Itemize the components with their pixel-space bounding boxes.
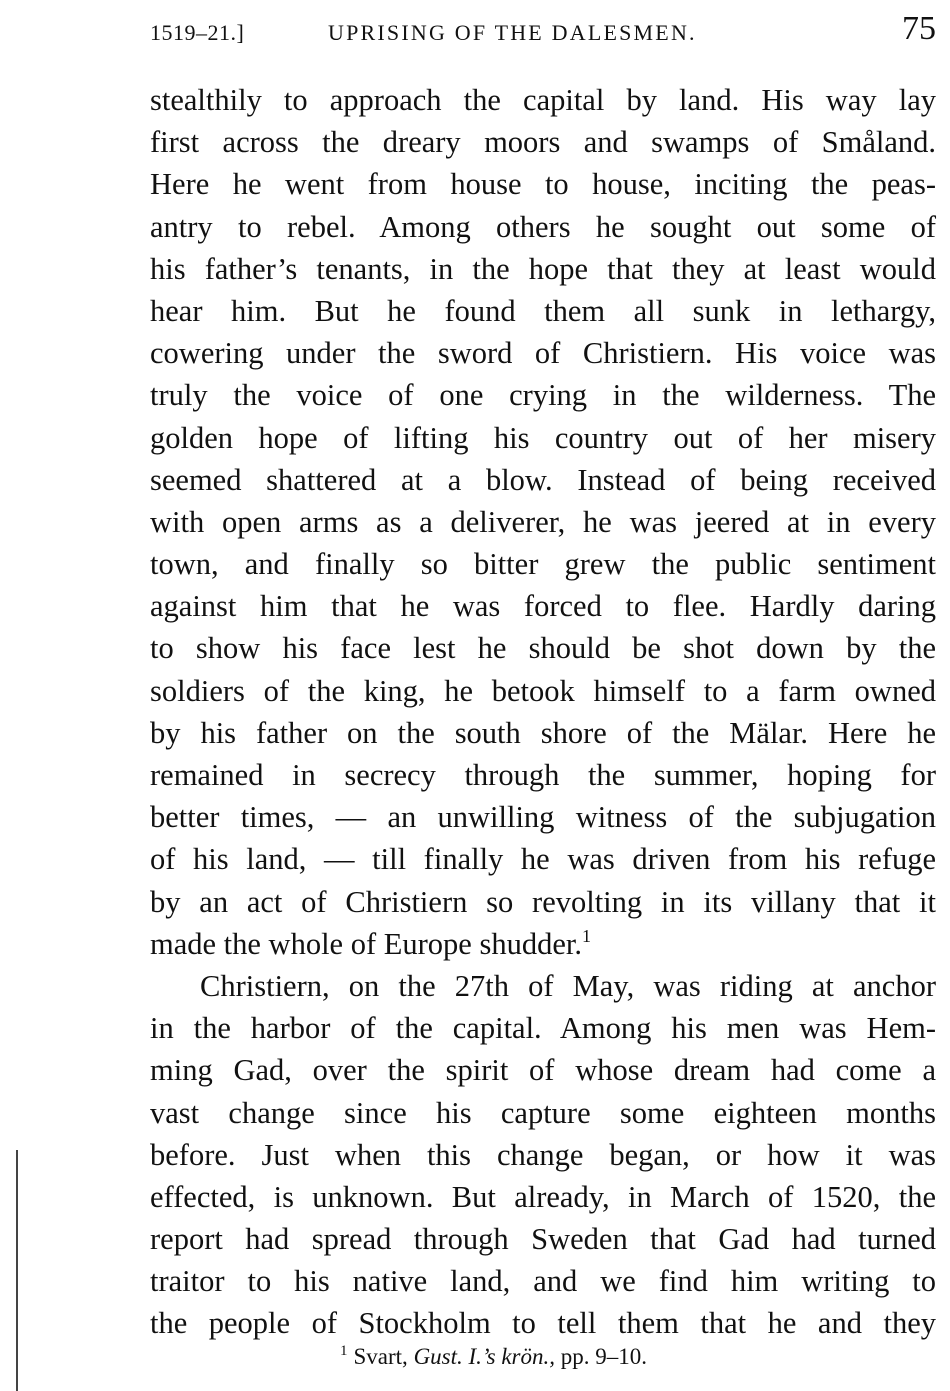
text-line: against him that he was forced to flee. Hardly daring	[150, 589, 936, 624]
text-line: traitor to his native land, and we find him writing to	[150, 1264, 936, 1299]
text-line: Christiern, on the 27th of May, was riding at anchor	[200, 968, 936, 1003]
paragraph-2	[150, 965, 936, 1345]
text-line: Here he went from house to house, inciting the peas-	[150, 167, 936, 202]
text-line: before. Just when this change began, or how it was	[150, 1137, 936, 1172]
text-line: seemed shattered at a blow. Instead of being received	[150, 462, 936, 497]
text-line: stealthily to approach the capital by land. His way lay	[150, 83, 936, 117]
text-line-last	[150, 923, 936, 965]
footnote-work: Gust. I.’s krön.,	[413, 1344, 555, 1369]
text-line: in the harbor of the capital. Among his men was Hem-	[150, 1011, 936, 1046]
text-line-content: made the whole of Europe shudder.	[150, 926, 582, 961]
text-line: hear him. But he found them all sunk in lethargy,	[150, 293, 936, 328]
text-line: remained in secrecy through the summer, hoping for	[150, 758, 936, 792]
text-line: of his land, — till finally he was driven from his refuge	[150, 842, 936, 877]
footnote	[340, 1343, 647, 1370]
text-line: cowering under the sword of Christiern. His voice was	[150, 336, 936, 371]
text-line: his father’s tenants, in the hope that they at least would	[150, 251, 936, 286]
text-line: better times, — an unwilling witness of the subjugation	[150, 800, 936, 835]
page-number: 75	[902, 10, 936, 47]
text-line: effected, is unknown. But already, in March of 1520, the	[150, 1179, 936, 1214]
footnote-author: Svart,	[353, 1344, 408, 1369]
text-line: by his father on the south shore of the Mälar. Here he	[150, 715, 936, 750]
text-line: with open arms as a deliverer, he was jeered at in every	[150, 504, 936, 539]
margin-rule	[16, 1150, 18, 1391]
text-line: by an act of Christiern so revolting in its villany that it	[150, 884, 936, 919]
text-line: town, and finally so bitter grew the public sentiment	[150, 547, 936, 582]
footnote-pages: pp. 9–10.	[560, 1344, 647, 1369]
header-years: 1519–21.]	[150, 20, 245, 45]
text-line: report had spread through Sweden that Gad had turned	[150, 1222, 936, 1257]
text-line: soldiers of the king, he betook himself to a farm owned	[150, 673, 936, 708]
running-header	[150, 8, 936, 52]
text-line: the people of Stockholm to tell them that he and they	[150, 1306, 936, 1341]
paragraph-1	[150, 79, 936, 965]
text-line: vast change since his capture some eighteen months	[150, 1095, 936, 1130]
footnote-mark: 1	[340, 1343, 348, 1359]
footnote-ref[interactable]: 1	[581, 925, 591, 946]
text-line: truly the voice of one crying in the wilderness. The	[150, 378, 936, 413]
text-line: to show his face lest he should be shot down by the	[150, 631, 936, 666]
header-title: UPRISING OF THE DALESMEN.	[328, 20, 697, 45]
text-line: ming Gad, over the spirit of whose dream had come a	[150, 1053, 936, 1088]
text-line: antry to rebel. Among others he sought out some of	[150, 209, 936, 244]
body-text	[150, 79, 936, 1345]
text-line: first across the dreary moors and swamps of Småland.	[150, 125, 936, 160]
text-line: golden hope of lifting his country out of her misery	[150, 420, 936, 455]
